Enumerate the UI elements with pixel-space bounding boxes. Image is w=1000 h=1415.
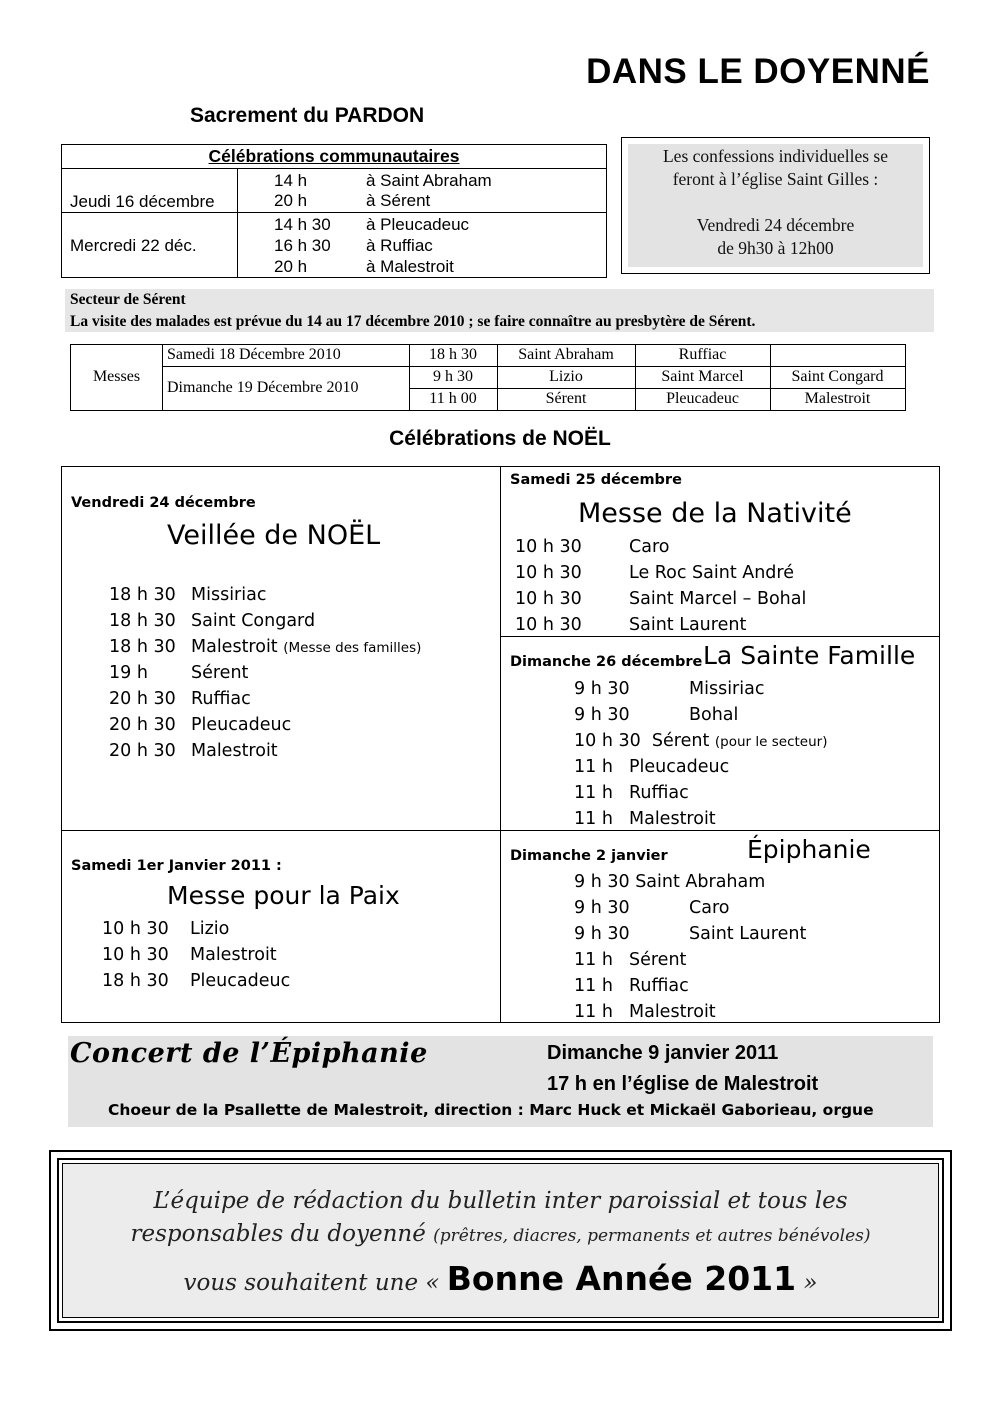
messes-samedi: Samedi 18 Décembre 2010: [167, 346, 341, 363]
pardon-place: à Ruffiac: [366, 236, 433, 255]
famille-heading: La Sainte Famille: [703, 641, 916, 670]
veillee-place: Missiriac: [191, 585, 267, 605]
concert-place: 17 h en l’église de Malestroit: [547, 1073, 819, 1095]
veillee-place: Sérent: [191, 663, 249, 683]
nativite-heading: Messe de la Nativité: [578, 498, 852, 529]
concert-date: Dimanche 9 janvier 2011: [547, 1042, 779, 1064]
paix-time: 10 h 30: [102, 945, 169, 965]
famille-date: Dimanche 26 décembre: [510, 654, 703, 670]
paix-heading: Messe pour la Paix: [167, 881, 400, 910]
famille-time: 11 h: [574, 809, 613, 829]
famille-place: Pleucadeuc: [629, 757, 730, 777]
concert-choeur: Choeur de la Psallette de Malestroit, direction : Marc Huck et Mickaël Gaborieau, orgue: [108, 1101, 874, 1119]
messes-time: 11 h 00: [429, 390, 477, 407]
paix-time: 18 h 30: [102, 971, 169, 991]
veillee-time: 20 h 30: [109, 715, 176, 735]
pardon-day: Mercredi 22 déc.: [70, 236, 197, 255]
veillee-time: 18 h 30: [109, 611, 176, 631]
veillee-place: Malestroit: [191, 741, 278, 761]
epiphanie-place: Saint Abraham: [635, 872, 766, 892]
noel-grid: [61, 466, 940, 1023]
veillee-heading: Veillée de NOËL: [167, 520, 381, 551]
pardon-time: 16 h 30: [274, 236, 331, 255]
messes-cell: Ruffiac: [678, 346, 727, 363]
nativite-place: Caro: [629, 537, 670, 557]
veillee-place: Saint Congard: [191, 611, 316, 631]
nativite-time: 10 h 30: [515, 589, 582, 609]
pardon-table-title: Célébrations communautaires: [208, 146, 460, 166]
greetings-line: vous souhaitent une «: [183, 1270, 447, 1296]
epiphanie-time: 11 h: [574, 976, 613, 996]
famille-time: 9 h 30: [574, 679, 630, 699]
famille-note: (pour le secteur): [714, 734, 828, 750]
epiphanie-time: 11 h: [574, 1002, 613, 1022]
page-title: DANS LE DOYENNÉ: [586, 52, 930, 91]
nativite-place: Le Roc Saint André: [629, 563, 794, 583]
greetings-line: responsables du doyenné: [130, 1221, 426, 1247]
paix-place: Malestroit: [190, 945, 277, 965]
secteur-title: Secteur de Sérent: [70, 291, 186, 308]
veillee-place: Pleucadeuc: [191, 715, 292, 735]
pardon-table: [61, 144, 607, 278]
paix-place: Pleucadeuc: [190, 971, 291, 991]
epiphanie-time: 9 h 30: [574, 924, 630, 944]
veillee-note: (Messe des familles): [283, 640, 422, 656]
nativite-time: 10 h 30: [515, 563, 582, 583]
greetings-line: L’équipe de rédaction du bulletin inter paroissial et tous les: [153, 1188, 848, 1214]
confessions-hours: de 9h30 à 12h00: [717, 238, 834, 258]
messes-cell: Lizio: [549, 368, 583, 385]
pardon-time: 14 h 30: [274, 215, 331, 234]
messes-time: 18 h 30: [429, 346, 477, 363]
messes-dimanche: Dimanche 19 Décembre 2010: [167, 379, 359, 396]
concert-title: Concert de l’Épiphanie: [70, 1038, 428, 1069]
confessions-box: [621, 137, 930, 274]
veillee-time: 18 h 30: [109, 585, 176, 605]
pardon-place: à Malestroit: [366, 257, 454, 276]
pardon-place: à Pleucadeuc: [366, 215, 470, 234]
noel-title: Célébrations de NOËL: [389, 427, 611, 450]
messes-cell: Saint Marcel: [661, 368, 744, 385]
nativite-place: Saint Marcel – Bohal: [629, 589, 807, 609]
famille-time: 11 h: [574, 757, 613, 777]
nativite-time: 10 h 30: [515, 615, 582, 635]
pardon-place: à Sérent: [366, 191, 431, 210]
nativite-time: 10 h 30: [515, 537, 582, 557]
messes-cell: Saint Abraham: [518, 346, 614, 363]
veillee-place: Ruffiac: [191, 689, 251, 709]
messes-cell: Saint Congard: [791, 368, 884, 385]
messes-cell: Malestroit: [804, 390, 871, 407]
epiphanie-date: Dimanche 2 janvier: [510, 848, 668, 864]
messes-cell: Pleucadeuc: [666, 390, 739, 407]
paix-time: 10 h 30: [102, 919, 169, 939]
veillee-place: Malestroit: [191, 637, 278, 657]
nativite-place: Saint Laurent: [629, 615, 747, 635]
greetings-highlight: Bonne Année 2011: [446, 1259, 797, 1298]
messes-time: 9 h 30: [433, 368, 473, 385]
epiphanie-time: 9 h 30: [574, 872, 630, 892]
messes-cell: Sérent: [545, 390, 587, 407]
greetings-line: »: [796, 1270, 818, 1296]
confessions-line: feront à l’église Saint Gilles :: [672, 169, 879, 189]
famille-place: Missiriac: [689, 679, 765, 699]
greetings-box: [49, 1150, 952, 1331]
famille-place: Malestroit: [629, 809, 716, 829]
confessions-line: Les confessions individuelles se: [662, 146, 889, 166]
messes-table: [70, 344, 906, 411]
epiphanie-time: 11 h: [574, 950, 613, 970]
epiphanie-heading: Épiphanie: [747, 835, 871, 864]
famille-place: Sérent: [651, 731, 710, 751]
epiphanie-place: Caro: [689, 898, 730, 918]
famille-place: Bohal: [689, 705, 739, 725]
pardon-time: 14 h: [274, 171, 308, 190]
epiphanie-place: Saint Laurent: [689, 924, 807, 944]
pardon-place: à Saint Abraham: [366, 171, 492, 190]
epiphanie-place: Malestroit: [629, 1002, 716, 1022]
pardon-time: 20 h: [274, 257, 308, 276]
pardon-title: Sacrement du PARDON: [190, 104, 425, 127]
greetings-note: (prêtres, diacres, permanents et autres bénévoles): [433, 1226, 871, 1246]
veillee-time: 18 h 30: [109, 637, 176, 657]
paix-date: Samedi 1er Janvier 2011 :: [71, 858, 282, 874]
paix-place: Lizio: [190, 919, 230, 939]
secteur-text: La visite des malades est prévue du 14 au 17 décembre 2010 ; se faire connaître au presbytère de Sérent.: [70, 313, 756, 330]
veillee-time: 20 h 30: [109, 689, 176, 709]
pardon-day: Jeudi 16 décembre: [70, 192, 215, 211]
epiphanie-place: Sérent: [629, 950, 687, 970]
veillee-time: 19 h: [109, 663, 148, 683]
veillee-date: Vendredi 24 décembre: [71, 495, 256, 511]
epiphanie-time: 9 h 30: [574, 898, 630, 918]
nativite-date: Samedi 25 décembre: [510, 472, 682, 488]
confessions-date: Vendredi 24 décembre: [696, 215, 855, 235]
veillee-time: 20 h 30: [109, 741, 176, 761]
famille-time: 11 h: [574, 783, 613, 803]
famille-place: Ruffiac: [629, 783, 689, 803]
pardon-time: 20 h: [274, 191, 308, 210]
famille-time: 10 h 30: [574, 731, 641, 751]
epiphanie-place: Ruffiac: [629, 976, 689, 996]
messes-label: Messes: [92, 368, 141, 385]
famille-time: 9 h 30: [574, 705, 630, 725]
